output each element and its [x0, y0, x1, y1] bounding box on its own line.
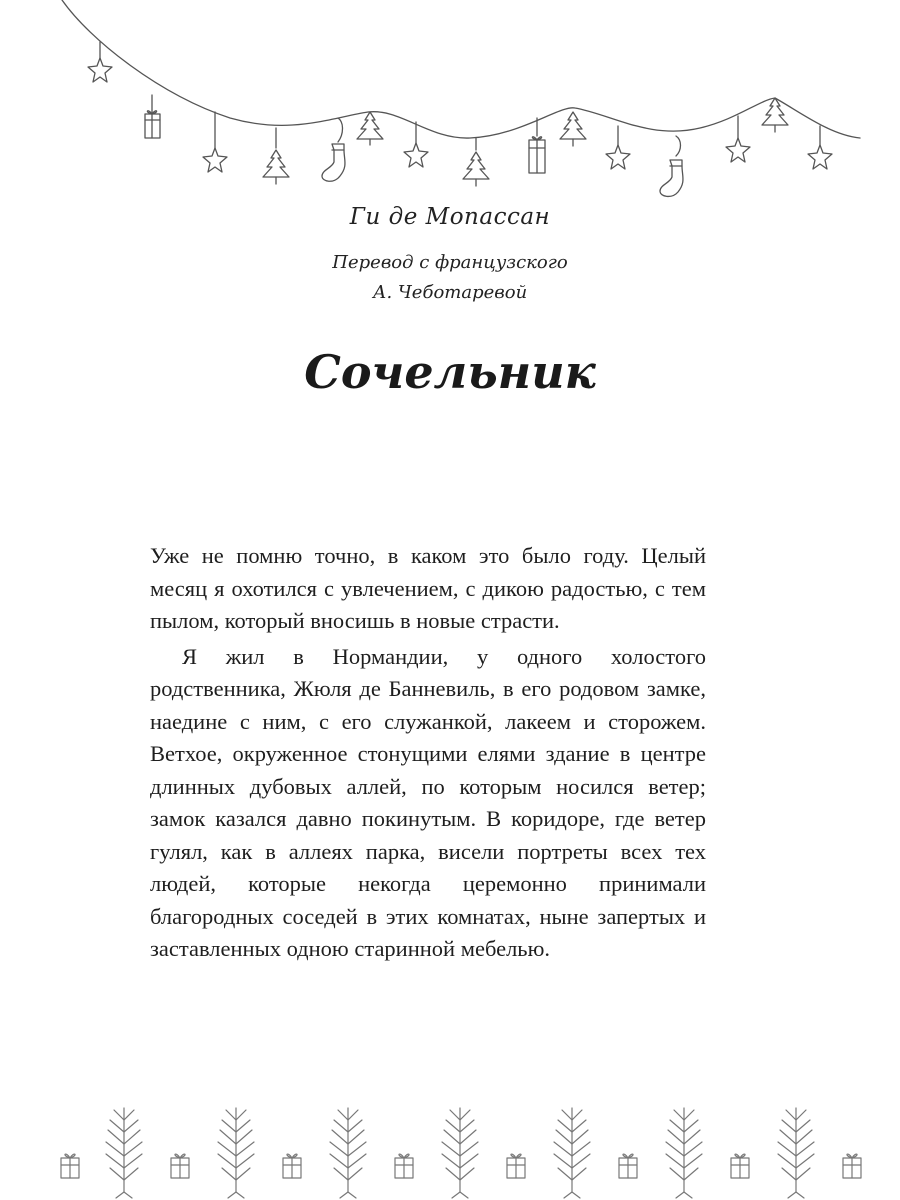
gift-icon: [529, 118, 545, 173]
gift-icon: [145, 95, 160, 138]
star-icon: [606, 126, 630, 169]
stocking-icon: [660, 136, 683, 196]
translation-credit: [0, 248, 900, 308]
garland-string: [62, 0, 860, 138]
gift-icon: [395, 1154, 413, 1178]
gift-icon: [61, 1154, 79, 1178]
star-icon: [726, 116, 750, 162]
footer-ornament: [0, 1100, 900, 1200]
story-title: Сочельник: [304, 345, 596, 399]
author-name: Ги де Мопассан: [349, 204, 551, 230]
star-icon: [203, 112, 227, 172]
fir-branch-icon: [330, 1108, 366, 1198]
fir-branch-icon: [554, 1108, 590, 1198]
fir-branch-icon: [106, 1108, 142, 1198]
gift-icon: [171, 1154, 189, 1178]
gift-icon: [283, 1154, 301, 1178]
paragraph-1: Уже не помню точно, в каком это было году. Целый месяц я охотился с увлечением, с дикою радостью, с тем пылом, который вносишь в новые страсти.: [150, 543, 706, 633]
fir-branch-icon: [442, 1108, 478, 1198]
translation-line-2: А. Чеботаревой: [372, 282, 528, 303]
tree-icon: [357, 112, 383, 145]
christmas-garland: [0, 0, 900, 200]
fir-branch-icon: [778, 1108, 814, 1198]
gift-icon: [507, 1154, 525, 1178]
tree-icon: [463, 138, 489, 186]
paragraph-2: Я жил в Нормандии, у одного холостого родственника, Жюля де Банневиль, в его родовом замке, наедине с ним, с его служанкой, лакеем и сторожем. Ветхое, окруженное стонущими елями здание в центре длинных дубовых аллей, по которым носился ветер; замок казался давно покинутым. В коридоре, где ветер гулял, как в аллеях парка, висели портреты всех тех людей, которые некогда церемонно принимали благородных соседей в этих комнатах, ныне запертых и заставленных одною старинной мебелью.: [150, 643, 706, 961]
gift-icon: [731, 1154, 749, 1178]
story-body: [150, 540, 706, 966]
star-icon: [404, 122, 428, 167]
tree-icon: [263, 128, 289, 184]
stocking-icon: [322, 118, 345, 181]
fir-branch-icon: [218, 1108, 254, 1198]
star-icon: [808, 126, 832, 169]
gift-icon: [619, 1154, 637, 1178]
fir-branch-icon: [666, 1108, 702, 1198]
tree-icon: [560, 112, 586, 146]
gift-icon: [843, 1154, 861, 1178]
translation-line-1: Перевод с французского: [332, 252, 568, 273]
